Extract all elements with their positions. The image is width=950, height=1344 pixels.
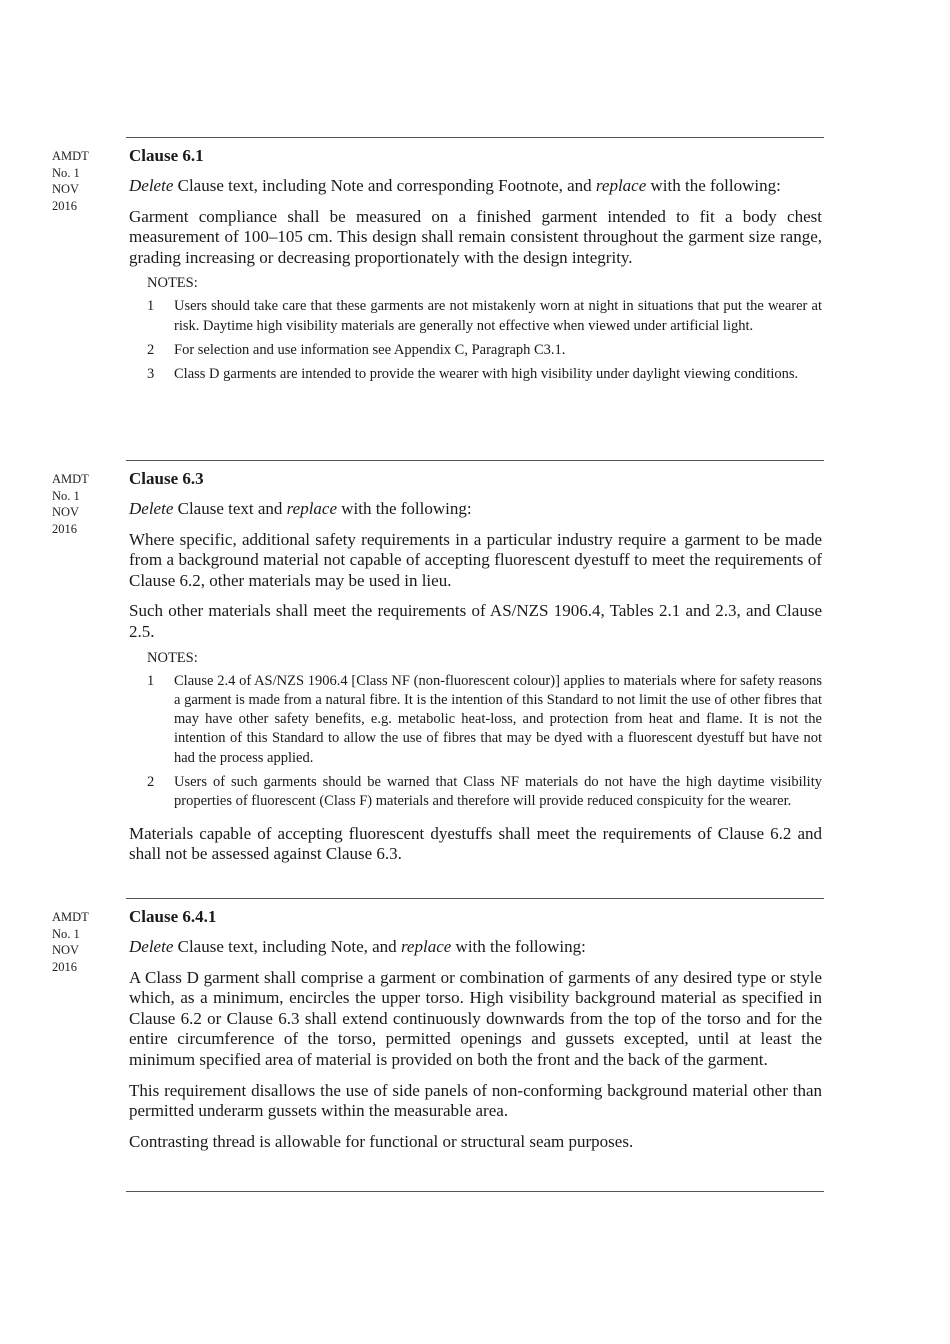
note-text: Clause 2.4 of AS/NZS 1906.4 [Class NF (non-fluorescent colour)] applies to materials where for safety reasons a garment is made from a natural fibre. It is the intention of this Standard to not limit the use of other fibres that may have other safety benefits, e.g. metabolic heat-loss, and protection from heat and flame. It is not the intention of this Standard to allow the use of fibres that may be dyed with a fluorescent dyestuff but have not had the process applied. [174, 672, 822, 766]
amdt-line: NOV [52, 182, 80, 196]
amdt-line: NOV [52, 943, 80, 957]
instruction-paragraph [129, 937, 822, 958]
notes-title: NOTES: [147, 649, 198, 666]
instruction-text: Clause text, including Note and corresponding Footnote, and [173, 176, 596, 195]
clause-heading: Clause 6.4.1 [129, 907, 217, 926]
note-item [129, 297, 822, 336]
body-paragraph: A Class D garment shall comprise a garment or combination of garments of any desired type or style which, as a minimum, encircles the upper torso. High visibility background material as specified in Clause 6.2 or Clause 6.3 shall extend continuously downwards from the top of the torso and for the entire circumference of the torso, permitted openings and gussets excepted, until at least the minimum specified area of material is provided on both the front and the back of the garment. [129, 967, 822, 1069]
instruction-text: with the following: [451, 937, 586, 956]
section-divider [126, 137, 824, 138]
note-number: 2 [147, 341, 155, 358]
body-paragraph: This requirement disallows the use of side panels of non-conforming background material other than permitted underarm gussets within the measurable area. [129, 1080, 822, 1121]
note-number: 3 [147, 366, 155, 383]
amdt-line: 2016 [52, 198, 77, 213]
delete-word: Delete [129, 499, 174, 518]
amdt-line: No. 1 [52, 488, 80, 503]
notes-title: NOTES: [147, 275, 198, 292]
body-paragraph: Contrasting thread is allowable for functional or structural seam purposes. [129, 1131, 634, 1151]
section-content [129, 907, 822, 1162]
instruction-text: with the following: [337, 499, 472, 518]
amendment-label [52, 148, 112, 214]
replace-word: replace [400, 937, 452, 956]
amendment-label [52, 909, 112, 975]
clause-heading: Clause 6.1 [129, 146, 204, 165]
amdt-line: AMDT [52, 149, 89, 163]
instruction-paragraph [129, 499, 822, 520]
amdt-line: NOV [52, 505, 80, 519]
section-content [129, 469, 822, 875]
instruction-paragraph [129, 176, 822, 197]
note-number: 2 [147, 774, 155, 791]
note-item [129, 365, 822, 384]
instruction-text: Clause text and [173, 499, 287, 518]
note-item [129, 672, 822, 768]
amendment-label [52, 471, 112, 537]
amdt-line: 2016 [52, 959, 77, 974]
note-text: For selection and use information see Appendix C, Paragraph C3.1. [174, 341, 566, 358]
clause-heading: Clause 6.3 [129, 469, 204, 488]
note-number: 1 [147, 672, 155, 689]
amdt-line: No. 1 [52, 926, 80, 941]
body-paragraph: Such other materials shall meet the requirements of AS/NZS 1906.4, Tables 2.1 and 2.3, and Clause 2.5. [129, 601, 822, 641]
note-number: 1 [147, 298, 155, 315]
delete-word: Delete [129, 937, 174, 956]
section-divider [126, 1191, 824, 1192]
body-paragraph: Where specific, additional safety requirements in a particular industry require a garment to be made from a background material not capable of accepting fluorescent dyestuff to meet the requirements of Clause 6.2, other materials may be used in lieu. [129, 529, 822, 590]
amdt-line: 2016 [52, 521, 77, 536]
note-text: Users should take care that these garments are not mistakenly worn at night in situations that put the wearer at risk. Daytime high visibility materials are generally not effective when viewed under artificial light. [174, 298, 822, 334]
instruction-text: with the following: [646, 176, 781, 195]
replace-word: replace [286, 499, 338, 518]
section-divider [126, 898, 824, 899]
amdt-line: AMDT [52, 910, 89, 924]
amdt-line: No. 1 [52, 165, 80, 180]
body-paragraph: Garment compliance shall be measured on a finished garment intended to fit a body chest measurement of 100–105 cm. This design shall remain consistent throughout the garment size range, grading increasing or decreasing proportionately with the design integrity. [129, 206, 822, 267]
note-text: Users of such garments should be warned that Class NF materials do not have the high daytime visibility properties of fluorescent (Class F) materials and therefore will provide reduced conspicuity for the wearer. [174, 774, 822, 810]
note-item [129, 341, 822, 360]
note-text: Class D garments are intended to provide the wearer with high visibility under daylight viewing conditions. [174, 366, 799, 383]
delete-word: Delete [129, 176, 174, 195]
body-paragraph: Materials capable of accepting fluorescent dyestuffs shall meet the requirements of Clause 6.2 and shall not be assessed against Clause 6.3. [129, 823, 822, 864]
amdt-line: AMDT [52, 472, 89, 486]
section-content [129, 146, 822, 390]
note-item [129, 773, 822, 812]
section-divider [126, 460, 824, 461]
instruction-text: Clause text, including Note, and [173, 937, 401, 956]
replace-word: replace [595, 176, 647, 195]
